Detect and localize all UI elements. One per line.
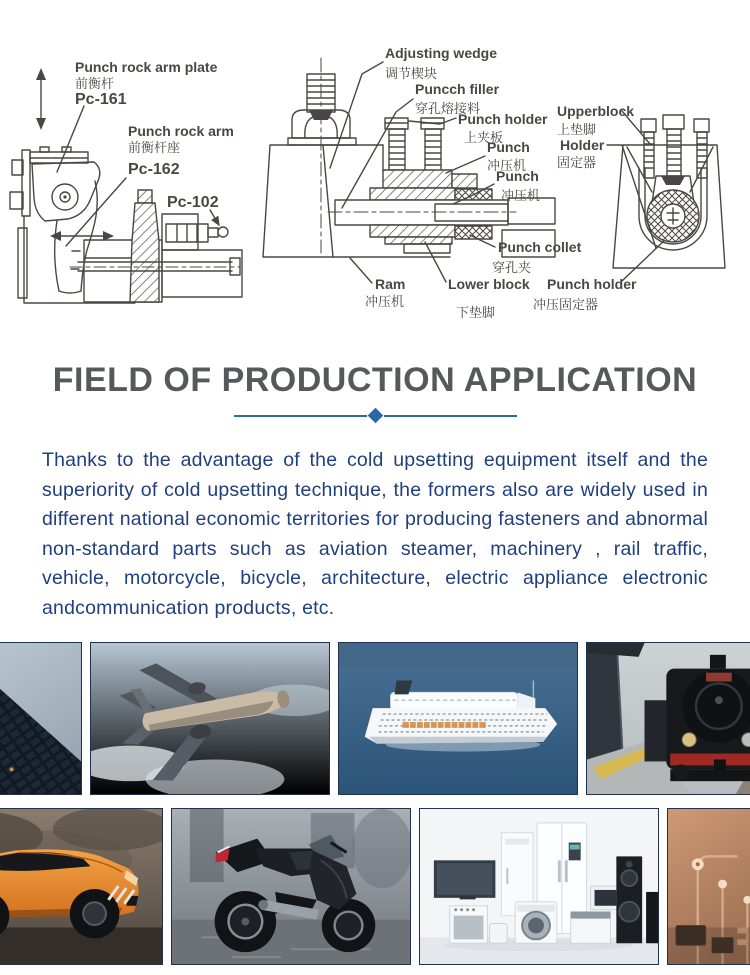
label-adjusting-wedge-zh: 调节楔块 [385,66,438,81]
label-punch-holder-bottom-zh: 冲压固定器 [533,297,599,312]
label-punch-collet-zh: 穿孔夹 [492,260,532,275]
label-plate-code: Pc-161 [75,91,127,108]
photo-airplane [90,642,330,795]
label-plate-en: Punch rock arm plate [75,59,218,75]
label-pc102-code: Pc-102 [167,194,219,211]
right-diagram-lines [607,111,725,268]
label-holder-en: Holder [560,137,605,153]
photo-home-appliances [419,808,659,965]
divider-line-left [234,415,367,417]
label-punch-holder-bottom-en: Punch holder [547,276,637,292]
pivot-dot [63,195,66,198]
description-paragraph: Thanks to the advantage of the cold upsetting equipment itself and the superiority of cold upsetting technique, the formers also are widely used in different national economic territories for producing fasteners and abnormal non-standard parts such as aviation steamer, machinery , rail traffic, vehicle, motorcycle, bicycle, architecture, electric appliance electronic andcommunication products, etc. [42,449,708,619]
label-ram-en: Ram [375,276,406,292]
label-punch-collet-en: Punch collet [498,239,582,255]
label-arm-zh: 前衡杆座 [128,140,181,155]
photo-sports-car [0,808,163,965]
diamond-ornament-icon [367,408,383,424]
photo-circuit-board [667,808,750,965]
label-lower-block-zh: 下垫脚 [456,305,496,320]
locomotive-shape [666,654,750,780]
photo-gallery [0,642,750,965]
left-diagram-labels [75,59,234,211]
photo-building [0,642,82,795]
label-punch1-en: Punch [487,139,530,155]
label-upperblock-zh: 上垫脚 [557,122,597,137]
photo-cruise-ship [338,642,578,795]
holder-wedge [661,176,685,185]
label-adjusting-wedge-en: Adjusting wedge [385,45,497,61]
label-punch-filler-en: Puncch filler [415,81,500,97]
gallery-row-1 [0,642,750,795]
label-punch2-en: Punch [496,168,539,184]
label-punch-holder-top-zh: 上夹板 [464,130,504,145]
label-holder-zh: 固定器 [557,155,597,170]
section-title: FIELD OF PRODUCTION APPLICATION [52,361,698,399]
label-plate-zh: 前衡杆 [75,76,115,91]
label-arm-en: Punch rock arm [128,123,234,139]
label-punch-filler-zh: 穿孔熔接料 [415,101,481,116]
label-upperblock-en: Upperblock [557,103,635,119]
divider-line-right [384,415,517,417]
label-lower-block-en: Lower block [448,276,530,292]
gallery-row-2 [0,808,750,965]
title-divider [0,409,750,422]
label-ram-zh: 冲压机 [365,294,405,309]
photo-motorcycle [171,808,411,965]
photo-steam-train [586,642,750,795]
label-arm-code: Pc-162 [128,161,180,178]
label-punch1-zh: 冲压机 [487,158,527,173]
label-punch2-zh: 冲压机 [501,188,541,203]
label-punch-holder-top-en: Punch holder [458,111,548,127]
arrow-down-icon [36,118,46,130]
arrow-up-icon [36,68,46,80]
technical-diagram [0,0,750,345]
nut-wedge [309,110,333,120]
right-diagram-labels [557,103,634,170]
